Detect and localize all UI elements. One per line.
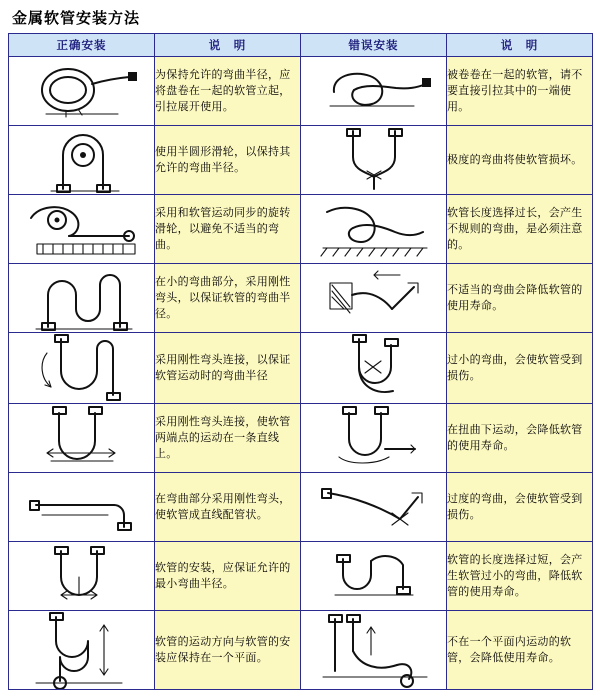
table-row (9, 264, 593, 333)
rigid-elbow-small-bend-icon (9, 264, 155, 333)
note-text: 软管长度选择过长，会产生不规则的弯曲，是必须注意的。 (447, 195, 593, 264)
header-wrong-install: 错误安装 (301, 34, 447, 57)
table-row (9, 404, 593, 473)
note-text: 采用刚性弯头连接，以保证软管运动时的弯曲半径 (155, 333, 301, 404)
note-text: 软管的安装，应保证允许的最小弯曲半径。 (155, 542, 301, 611)
note-text: 采用和软管运动同步的旋转滑轮，以避免不适当的弯曲。 (155, 195, 301, 264)
note-text: 极度的弯曲将使软管损坏。 (447, 126, 593, 195)
table-row (9, 473, 593, 542)
header-correct-note: 说 明 (155, 34, 301, 57)
note-text: 使用半圆形滑轮，以保持其允许的弯曲半径。 (155, 126, 301, 195)
synchronized-rotating-pulley-icon (9, 195, 155, 264)
excess-length-irregular-bend-icon (301, 195, 447, 264)
note-text: 为保持允许的弯曲半径，应将盘卷在一起的软管立起，引拉展开使用。 (155, 57, 301, 126)
note-text: 过小的弯曲，会使软管受到损伤。 (447, 333, 593, 404)
note-text: 软管的长度选择过短，会产生软管过小的弯曲，降低软管的使用寿命。 (447, 542, 593, 611)
installation-methods-table (8, 33, 593, 690)
table-row (9, 333, 593, 404)
out-of-plane-motion-icon (301, 611, 447, 690)
table-row (9, 126, 593, 195)
note-text: 在小的弯曲部分，采用刚性弯头，以保证软管的弯曲半径。 (155, 264, 301, 333)
table-header-row (9, 34, 593, 57)
table-row (9, 195, 593, 264)
header-correct-install: 正确安装 (9, 34, 155, 57)
note-text: 软管的运动方向与软管的安装应保持在一个平面。 (155, 611, 301, 690)
table-row (9, 542, 593, 611)
minimum-bend-radius-install-icon (9, 542, 155, 611)
header-wrong-note: 说 明 (447, 34, 593, 57)
improper-bend-shortens-life-icon (301, 264, 447, 333)
too-small-bend-radius-icon (301, 333, 447, 404)
too-long-hose-small-bend-icon (301, 542, 447, 611)
rigid-bend-connection-motion-icon (9, 333, 155, 404)
semicircular-pulley-bend-icon (9, 126, 155, 195)
note-text: 被卷卷在一起的软管，请不要直接引拉其中的一端使用。 (447, 57, 593, 126)
coiled-hose-upright-icon (9, 57, 155, 126)
same-plane-motion-icon (9, 611, 155, 690)
note-text: 过度的弯曲，会使软管受到损伤。 (447, 473, 593, 542)
rigid-elbow-straight-line-motion-icon (9, 404, 155, 473)
note-text: 不适当的弯曲会降低软管的使用寿命。 (447, 264, 593, 333)
note-text: 不在一个平面内运动的软管，会降低使用寿命。 (447, 611, 593, 690)
page-title: 金属软管安装方法 (12, 9, 141, 27)
sharp-v-bend-icon (301, 126, 447, 195)
note-text: 在弯曲部分采用刚性弯头，使软管成直线配管状。 (155, 473, 301, 542)
table-row (9, 57, 593, 126)
note-text: 在扭曲下运动，会降低软管的使用寿命。 (447, 404, 593, 473)
torsional-motion-icon (301, 404, 447, 473)
table-row (9, 611, 593, 690)
coiled-hose-pulled-straight-icon (301, 57, 447, 126)
excessive-bend-damage-icon (301, 473, 447, 542)
note-text: 采用刚性弯头连接，使软管两端点的运动在一条直线上。 (155, 404, 301, 473)
rigid-elbow-straight-piping-icon (9, 473, 155, 542)
